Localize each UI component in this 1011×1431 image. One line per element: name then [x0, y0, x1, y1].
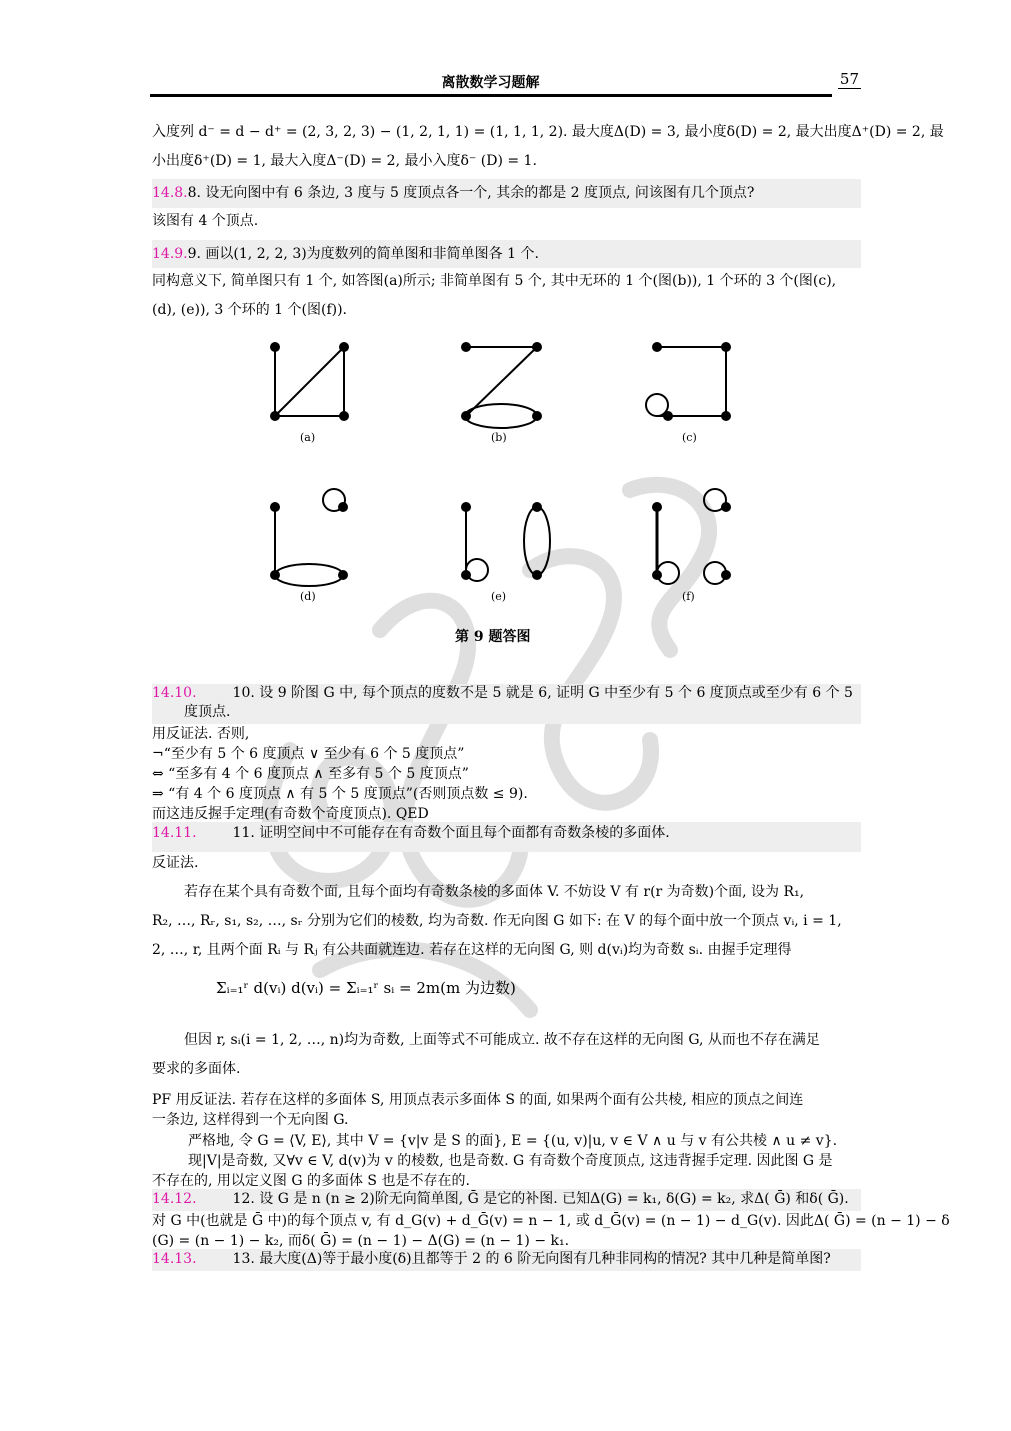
graph-vertex [461, 502, 471, 512]
question-11 [152, 822, 861, 852]
answer-line: (G) = (n − 1) − k₂, 而δ( Ḡ) = (n − 1) − Δ(G) = (n − 1) − k₁. [152, 1233, 570, 1249]
graph-vertex [461, 411, 471, 421]
answer-line: 而这违反握手定理(有奇数个奇度顶点). QED [152, 806, 429, 822]
graph-vertex [532, 502, 542, 512]
figure-label-b: (b) [491, 431, 507, 444]
graph-vertex [652, 570, 662, 580]
graph-vertex [532, 570, 542, 580]
answer-line: 该图有 4 个顶点. [152, 213, 259, 229]
answer-line: ⇔ “至多有 4 个 6 度顶点 ∧ 至多有 5 个 5 度顶点” [152, 766, 469, 782]
question-text: 11. 证明空间中不可能存在有奇数个面且每个面都有奇数条棱的多面体. [232, 825, 670, 841]
question-number: 14.8. [152, 185, 188, 201]
figure-label-e: (e) [491, 590, 507, 603]
question-number: 14.10. [152, 685, 197, 701]
graph-vertex [652, 342, 662, 352]
paragraph-line: 小出度δ⁺(D) = 1, 最大入度Δ⁻(D) = 2, 最小入度δ⁻ (D) = 1. [152, 153, 537, 169]
question-text: 12. 设 G 是 n (n ≥ 2)阶无向简单图, Ḡ 是它的补图. 已知Δ(G) = k₁, δ(G) = k₂, 求Δ( Ḡ) 和δ( Ḡ). [232, 1191, 849, 1207]
graph-vertex [461, 342, 471, 352]
graph-c [646, 347, 726, 416]
graph-vertex [721, 502, 731, 512]
handshake-formula: Σᵢ₌₁ʳ d(vᵢ) d(vᵢ) = Σᵢ₌₁ʳ sᵢ = 2m(m 为边数) [216, 979, 516, 997]
graph-vertex [270, 502, 280, 512]
graph-vertex [532, 342, 542, 352]
question-text: 9. 画以(1, 2, 2, 3)为度数列的简单图和非简单图各 1 个. [187, 246, 539, 262]
graph-f [657, 489, 726, 584]
question-text: 度顶点. [184, 704, 231, 720]
graph-vertex [461, 570, 471, 580]
question-number: 14.11. [152, 825, 197, 841]
answer-line: 对 G 中(也就是 Ḡ 中)的每个顶点 v, 有 d_G(v) + d_Ḡ(v) = n − 1, 或 d_Ḡ(v) = (n − 1) − d_G(v). 因此Δ( Ḡ) = (n − 1) − δ [152, 1213, 950, 1229]
graph-e [466, 507, 550, 581]
answer-line: 同构意义下, 简单图只有 1 个, 如答图(a)所示; 非简单图有 5 个, 其中无环的 1 个(图(b)), 1 个环的 3 个(图(c), [152, 273, 837, 289]
graph-a [275, 347, 344, 416]
graph-vertex [270, 411, 280, 421]
figure-label-d: (d) [300, 590, 316, 603]
question-text: 8. 设无向图中有 6 条边, 3 度与 5 度顶点各一个, 其余的都是 2 度顶点, 问该图有几个顶点? [187, 185, 755, 201]
question-13 [152, 1249, 861, 1271]
question-text: 13. 最大度(Δ)等于最小度(δ)且都等于 2 的 6 阶无向图有几种非同构的情况? 其中几种是简单图? [232, 1251, 831, 1267]
question-number: 14.13. [152, 1251, 197, 1267]
answer-line: 若存在某个具有奇数个面, 且每个面均有奇数条棱的多面体 V. 不妨设 V 有 r(r 为奇数)个面, 设为 R₁, [184, 884, 805, 900]
header-title: 离散数学习题解 [441, 75, 540, 91]
graph-vertex [721, 411, 731, 421]
graph-vertex [339, 411, 349, 421]
answer-line: (d), (e)), 3 个环的 1 个(图(f)). [152, 302, 348, 318]
graph-vertex [339, 342, 349, 352]
graph-figure [0, 0, 1011, 640]
answer-line: ⇒ “有 4 个 6 度顶点 ∧ 有 5 个 5 度顶点”(否则顶点数 ≤ 9). [152, 786, 528, 802]
question-text: 10. 设 9 阶图 G 中, 每个顶点的度数不是 5 就是 6, 证明 G 中至少有 5 个 6 度顶点或至少有 6 个 5 [232, 685, 853, 701]
figure-label-a: (a) [300, 431, 316, 444]
graph-d [275, 489, 345, 586]
paragraph-line: 入度列 d⁻ = d − d⁺ = (2, 3, 2, 3) − (1, 2, 1, 1) = (1, 1, 1, 2). 最大度Δ(D) = 3, 最小度δ(D) = 2, 最大出度Δ⁺(D) = 2, 最 [152, 124, 944, 140]
answer-line: 但因 r, sᵢ(i = 1, 2, …, n)均为奇数, 上面等式不可能成立. 故不存在这样的无向图 G, 从而也不存在满足 [184, 1032, 820, 1048]
graph-b [465, 347, 537, 428]
graph-vertex [663, 411, 673, 421]
page-number: 57 [839, 70, 859, 88]
answer-line: 要求的多面体. [152, 1061, 241, 1077]
graph-vertex [721, 342, 731, 352]
graph-vertex [338, 570, 348, 580]
figure-label-c: (c) [682, 431, 697, 444]
figure-label-f: (f) [682, 590, 695, 603]
question-number: 14.12. [152, 1191, 197, 1207]
answer-line: 2, …, r, 且两个面 Rᵢ 与 Rⱼ 有公共面就连边. 若存在这样的无向图 G, 则 d(vᵢ)均为奇数 sᵢ. 由握手定理得 [152, 942, 792, 958]
proof-line: PF 用反证法. 若存在这样的多面体 S, 用顶点表示多面体 S 的面, 如果两个面有公共棱, 相应的顶点之间连 [152, 1092, 804, 1108]
graph-vertex [338, 502, 348, 512]
question-10 [152, 684, 861, 724]
answer-line: 反证法. [152, 855, 199, 871]
answer-line: 用反证法. 否则, [152, 726, 250, 742]
question-12 [152, 1189, 861, 1211]
graph-vertex [721, 570, 731, 580]
proof-line: 一条边, 这样得到一个无向图 G. [152, 1112, 349, 1128]
answer-line: ¬“至少有 5 个 6 度顶点 ∨ 至少有 6 个 5 度顶点” [152, 746, 465, 762]
graph-vertex [270, 342, 280, 352]
graph-vertex [652, 502, 662, 512]
question-number: 14.9. [152, 246, 188, 262]
proof-line: 现|V|是奇数, 又∀v ∈ V, d(v)为 v 的棱数, 也是奇数. G 有奇数个奇度顶点, 这违背握手定理. 因此图 G 是 [188, 1153, 833, 1169]
graph-vertex [270, 570, 280, 580]
proof-line: 严格地, 令 G = ⟨V, E⟩, 其中 V = {v|v 是 S 的面}, E = {(u, v)|u, v ∈ V ∧ u 与 v 有公共棱 ∧ u ≠ v}. [188, 1133, 838, 1149]
proof-line: 不存在的, 用以定义图 G 的多面体 S 也是不存在的. [152, 1173, 470, 1189]
figure-caption: 第 9 题答图 [455, 629, 531, 645]
answer-line: R₂, …, Rᵣ, s₁, s₂, …, sᵣ 分别为它们的棱数, 均为奇数. 作无向图 G 如下: 在 V 的每个面中放一个顶点 vᵢ, i = 1, [152, 913, 842, 929]
graph-vertex [532, 411, 542, 421]
